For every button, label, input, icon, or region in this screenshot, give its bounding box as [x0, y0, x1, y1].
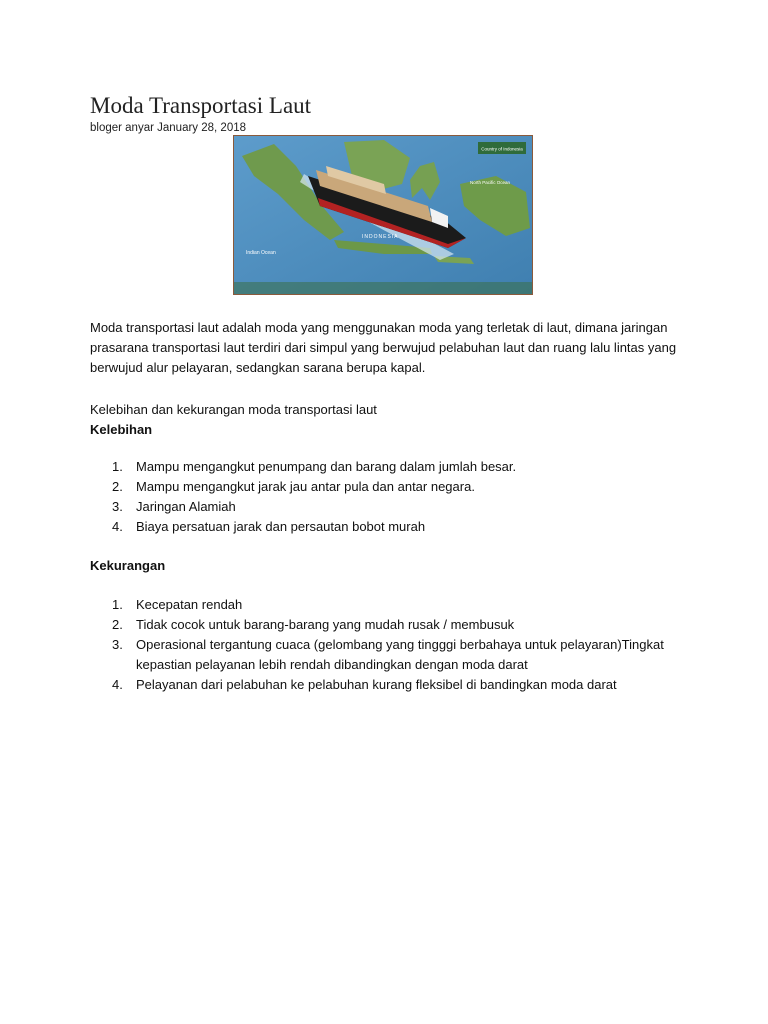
list-text: Biaya persatuan jarak dan persautan bobot murah — [136, 519, 426, 534]
disadvantages-list — [90, 595, 690, 695]
disadvantages-heading: Kekurangan — [90, 558, 166, 573]
list-item — [90, 497, 690, 517]
ship-map-illustration — [234, 136, 532, 294]
list-number: 3. — [112, 637, 123, 652]
post-meta — [90, 121, 246, 135]
list-item — [90, 517, 690, 537]
map-badge-text: Country of Indonesia — [481, 146, 523, 152]
page-title: Moda Transportasi Laut — [90, 93, 312, 118]
list-item — [90, 675, 690, 695]
list-item — [90, 477, 690, 497]
label-indian-ocean: Indian Ocean — [246, 250, 276, 256]
list-number: 2. — [112, 479, 123, 494]
list-text: Operasional tergantung cuaca (gelombang yang tingggi berbahaya untuk pelayaran)Tingkat kepastian pelayanan lebih rendah dibandingkan dengan moda darat — [136, 637, 664, 672]
list-item — [90, 635, 690, 675]
advantages-heading: Kelebihan — [90, 422, 153, 437]
list-number: 1. — [112, 459, 123, 474]
list-number: 2. — [112, 617, 123, 632]
list-number: 4. — [112, 519, 123, 534]
list-text: Mampu mengangkut jarak jau antar pula dan antar negara. — [136, 479, 475, 494]
intro-paragraph: Moda transportasi laut adalah moda yang menggunakan moda yang terletak di laut, dimana jaringan prasarana transportasi laut terdiri dari simpul yang berwujud pelabuhan laut dan ruang lalu lintas yang berwujud alur pelayaran, sedangkan sarana berupa kapal. — [90, 320, 677, 375]
post-date: January 28, 2018 — [157, 122, 247, 134]
list-item — [90, 595, 690, 615]
subheading: Kelebihan dan kekurangan moda transportasi laut — [90, 402, 377, 417]
author-link[interactable]: bloger anyar — [90, 122, 154, 134]
label-indonesia: INDONESIA — [362, 234, 399, 240]
label-pacific-ocean: North Pacific Ocean — [470, 180, 511, 185]
list-text: Mampu mengangkut penumpang dan barang dalam jumlah besar. — [136, 459, 517, 474]
list-item — [90, 615, 690, 635]
list-text: Pelayanan dari pelabuhan ke pelabuhan kurang fleksibel di bandingkan moda darat — [136, 677, 617, 692]
advantages-list — [90, 457, 690, 537]
list-item — [90, 457, 690, 477]
article-image — [233, 135, 533, 295]
list-number: 1. — [112, 597, 123, 612]
list-text: Jaringan Alamiah — [136, 499, 236, 514]
list-text: Kecepatan rendah — [136, 597, 243, 612]
map-footer-strip — [234, 282, 532, 294]
list-number: 4. — [112, 677, 123, 692]
list-number: 3. — [112, 499, 123, 514]
list-text: Tidak cocok untuk barang-barang yang mudah rusak / membusuk — [136, 617, 515, 632]
